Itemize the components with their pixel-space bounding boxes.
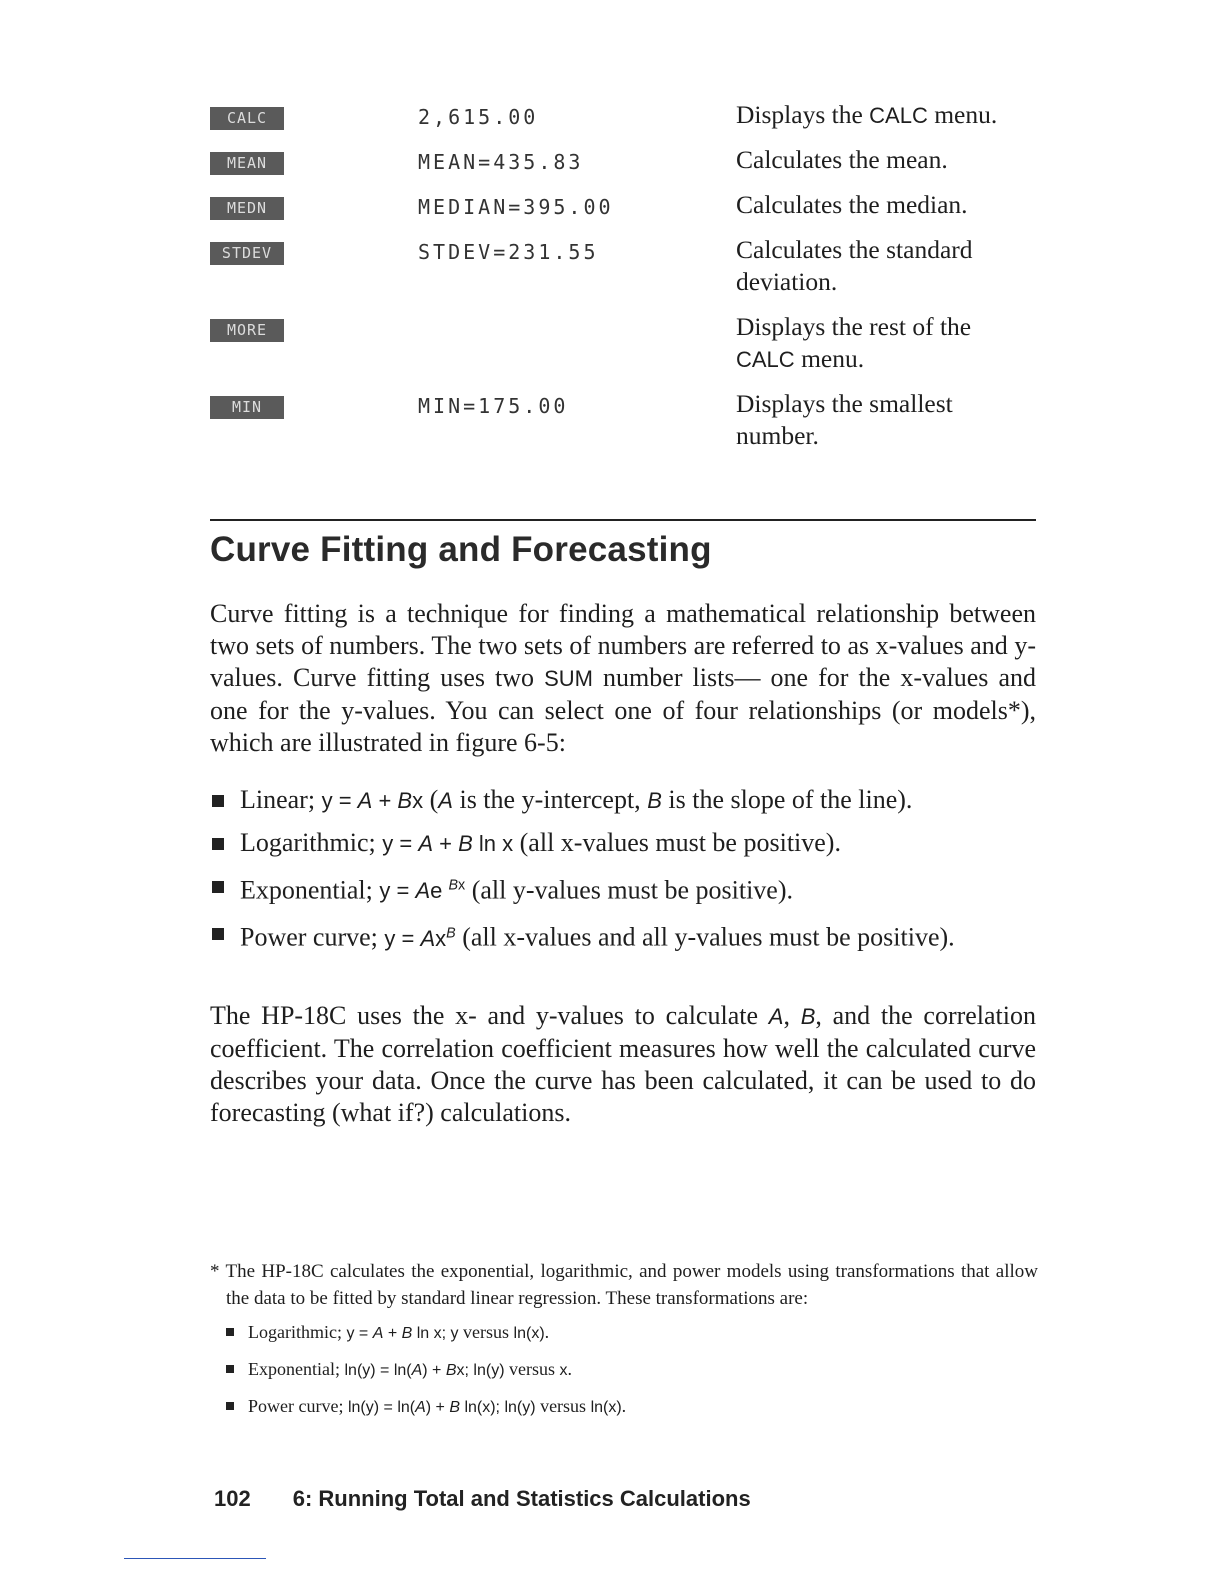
list-item: Power curve; $y = Ax^B$ (all x-values and all y-values must be positive).: [210, 917, 1036, 954]
footnote-list: [210, 1320, 1038, 1420]
bullet-icon: [226, 1365, 234, 1373]
section-divider: [210, 519, 1036, 521]
bullet-icon: [212, 928, 224, 940]
more-key[interactable]: MORE: [210, 319, 284, 342]
intro-paragraph: Curve fitting is a technique for finding a mathematical relationship between two sets of numbers. The two sets of numbers are referred to as x-values and y-values. Curve fitting uses two SUM number lists— one for the x-values and one for the y-values. You can select one of four relationships (or models*), which are illustrated in figure 6-5:: [210, 599, 1036, 757]
mean-key[interactable]: MEAN: [210, 152, 284, 175]
row-description: Calculates the standard deviation.: [736, 235, 973, 296]
display-value: 2,615.00: [418, 105, 539, 129]
median-key[interactable]: MEDN: [210, 197, 284, 220]
min-key[interactable]: MIN: [210, 396, 284, 419]
bullet-icon: [226, 1402, 234, 1410]
list-item: Logarithmic; y = A + B ln x; y versus ln(x).: [210, 1320, 1038, 1346]
edge-line: [124, 1558, 266, 1559]
list-item: Exponential; ln(y) = ln(A) + Bx; ln(y) versus x.: [210, 1357, 1038, 1383]
chapter-title: 6: Running Total and Statistics Calculations: [292, 1486, 751, 1511]
section-title: Curve Fitting and Forecasting: [210, 530, 712, 569]
bullet-icon: [226, 1328, 234, 1336]
calc-key[interactable]: CALC: [210, 107, 284, 130]
list-item: Linear; y = A + Bx (A is the y-intercept, B is the slope of the line).: [210, 784, 1036, 817]
stdev-key[interactable]: STDEV: [210, 242, 284, 265]
row-description: Displays the CALC menu.: [736, 100, 998, 129]
list-item: Logarithmic; y = A + B ln x (all x-values must be positive).: [210, 827, 1036, 860]
display-value: STDEV=231.55: [418, 240, 599, 264]
list-item: Exponential; y = Ae $^{Bx}$ (all y-values must be positive).: [210, 870, 1036, 907]
page-footer: [214, 1486, 751, 1512]
bullet-icon: [212, 795, 224, 807]
row-description: Displays the smallest number.: [736, 389, 953, 450]
bullet-icon: [212, 838, 224, 850]
footnote: [210, 1258, 1038, 1431]
display-value: MEDIAN=395.00: [418, 195, 614, 219]
footnote-text: * The HP-18C calculates the exponential, logarithmic, and power models using transformations that allow the data to be fitted by standard linear regression. These transformations are:: [210, 1261, 1038, 1309]
page-number: 102: [214, 1486, 251, 1511]
display-value: MEAN=435.83: [418, 150, 584, 174]
row-description: Calculates the mean.: [736, 145, 948, 174]
row-description: Displays the rest of the CALC menu.: [736, 312, 972, 373]
model-list: [210, 784, 1036, 965]
display-value: MIN=175.00: [418, 394, 569, 418]
outro-paragraph: The HP-18C uses the x- and y-values to calculate A, B, and the correlation coefficient. The correlation coefficient measures how well the calculated curve describes your data. Once the curve has been calculated, it can be used to do forecasting (what if?) calculations.: [210, 1001, 1037, 1127]
bullet-icon: [212, 881, 224, 893]
row-description: Calculates the median.: [736, 190, 968, 219]
list-item: Power curve; ln(y) = ln(A) + B ln(x); ln(y) versus ln(x).: [210, 1394, 1038, 1420]
